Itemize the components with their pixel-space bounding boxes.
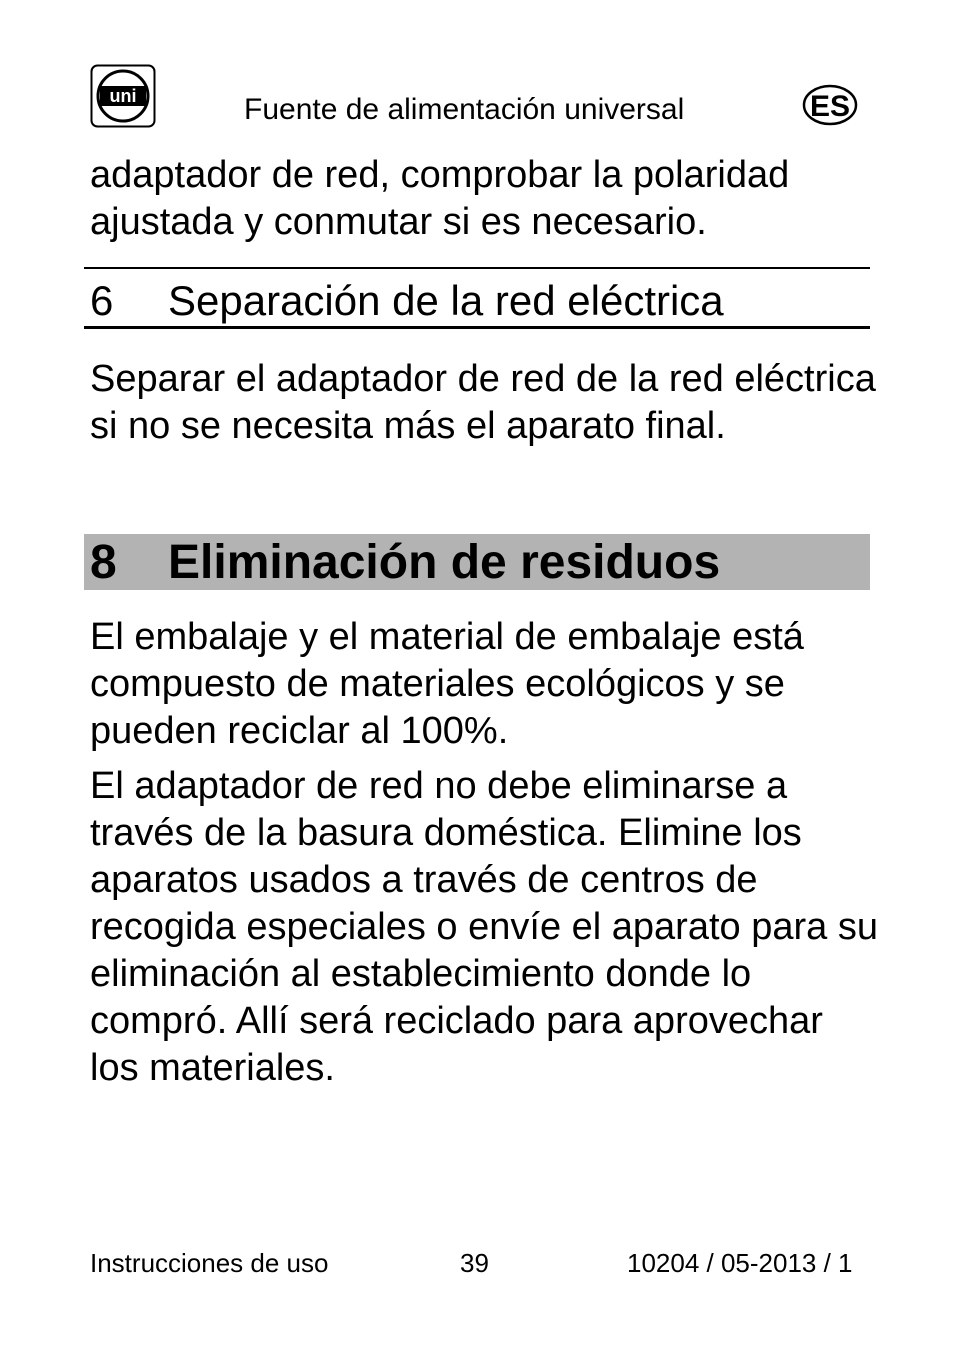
section-6-heading	[84, 267, 870, 329]
section-8-paragraph-1: El embalaje y el material de embalaje está compuesto de materiales ecológicos y se pueden reciclar al 100%.	[90, 616, 804, 752]
section-6-number: 6	[90, 277, 114, 324]
section-8-heading	[84, 534, 870, 590]
footer-page-number: 39	[460, 1248, 489, 1278]
footer-doc-code: 10204 / 05-2013 / 1	[627, 1248, 853, 1278]
uni-logo	[90, 64, 156, 128]
footer-doc-type: Instrucciones de uso	[90, 1248, 329, 1278]
section-6-title: Separación de la red eléctrica	[168, 277, 724, 324]
section-8-number: 8	[90, 536, 117, 589]
section-8-paragraph-2: El adaptador de red no debe eliminarse a través de la basura doméstica. Elimine los aparatos usados a través de centros de recogida especiales o envíe el aparato para su eliminación al establecimiento donde lo compró. Allí será reciclado para aprovechar los materiales.	[90, 765, 878, 1089]
section-8-title: Eliminación de residuos	[168, 536, 721, 589]
intro-paragraph: adaptador de red, comprobar la polaridad ajustada y conmutar si es necesario.	[90, 154, 790, 243]
language-badge	[802, 84, 858, 126]
language-code: ES	[809, 90, 851, 123]
header-title: Fuente de alimentación universal	[244, 93, 685, 126]
section-6-paragraph: Separar el adaptador de red de la red eléctrica si no se necesita más el aparato final.	[90, 358, 876, 447]
svg-text:uni: uni	[109, 86, 137, 106]
